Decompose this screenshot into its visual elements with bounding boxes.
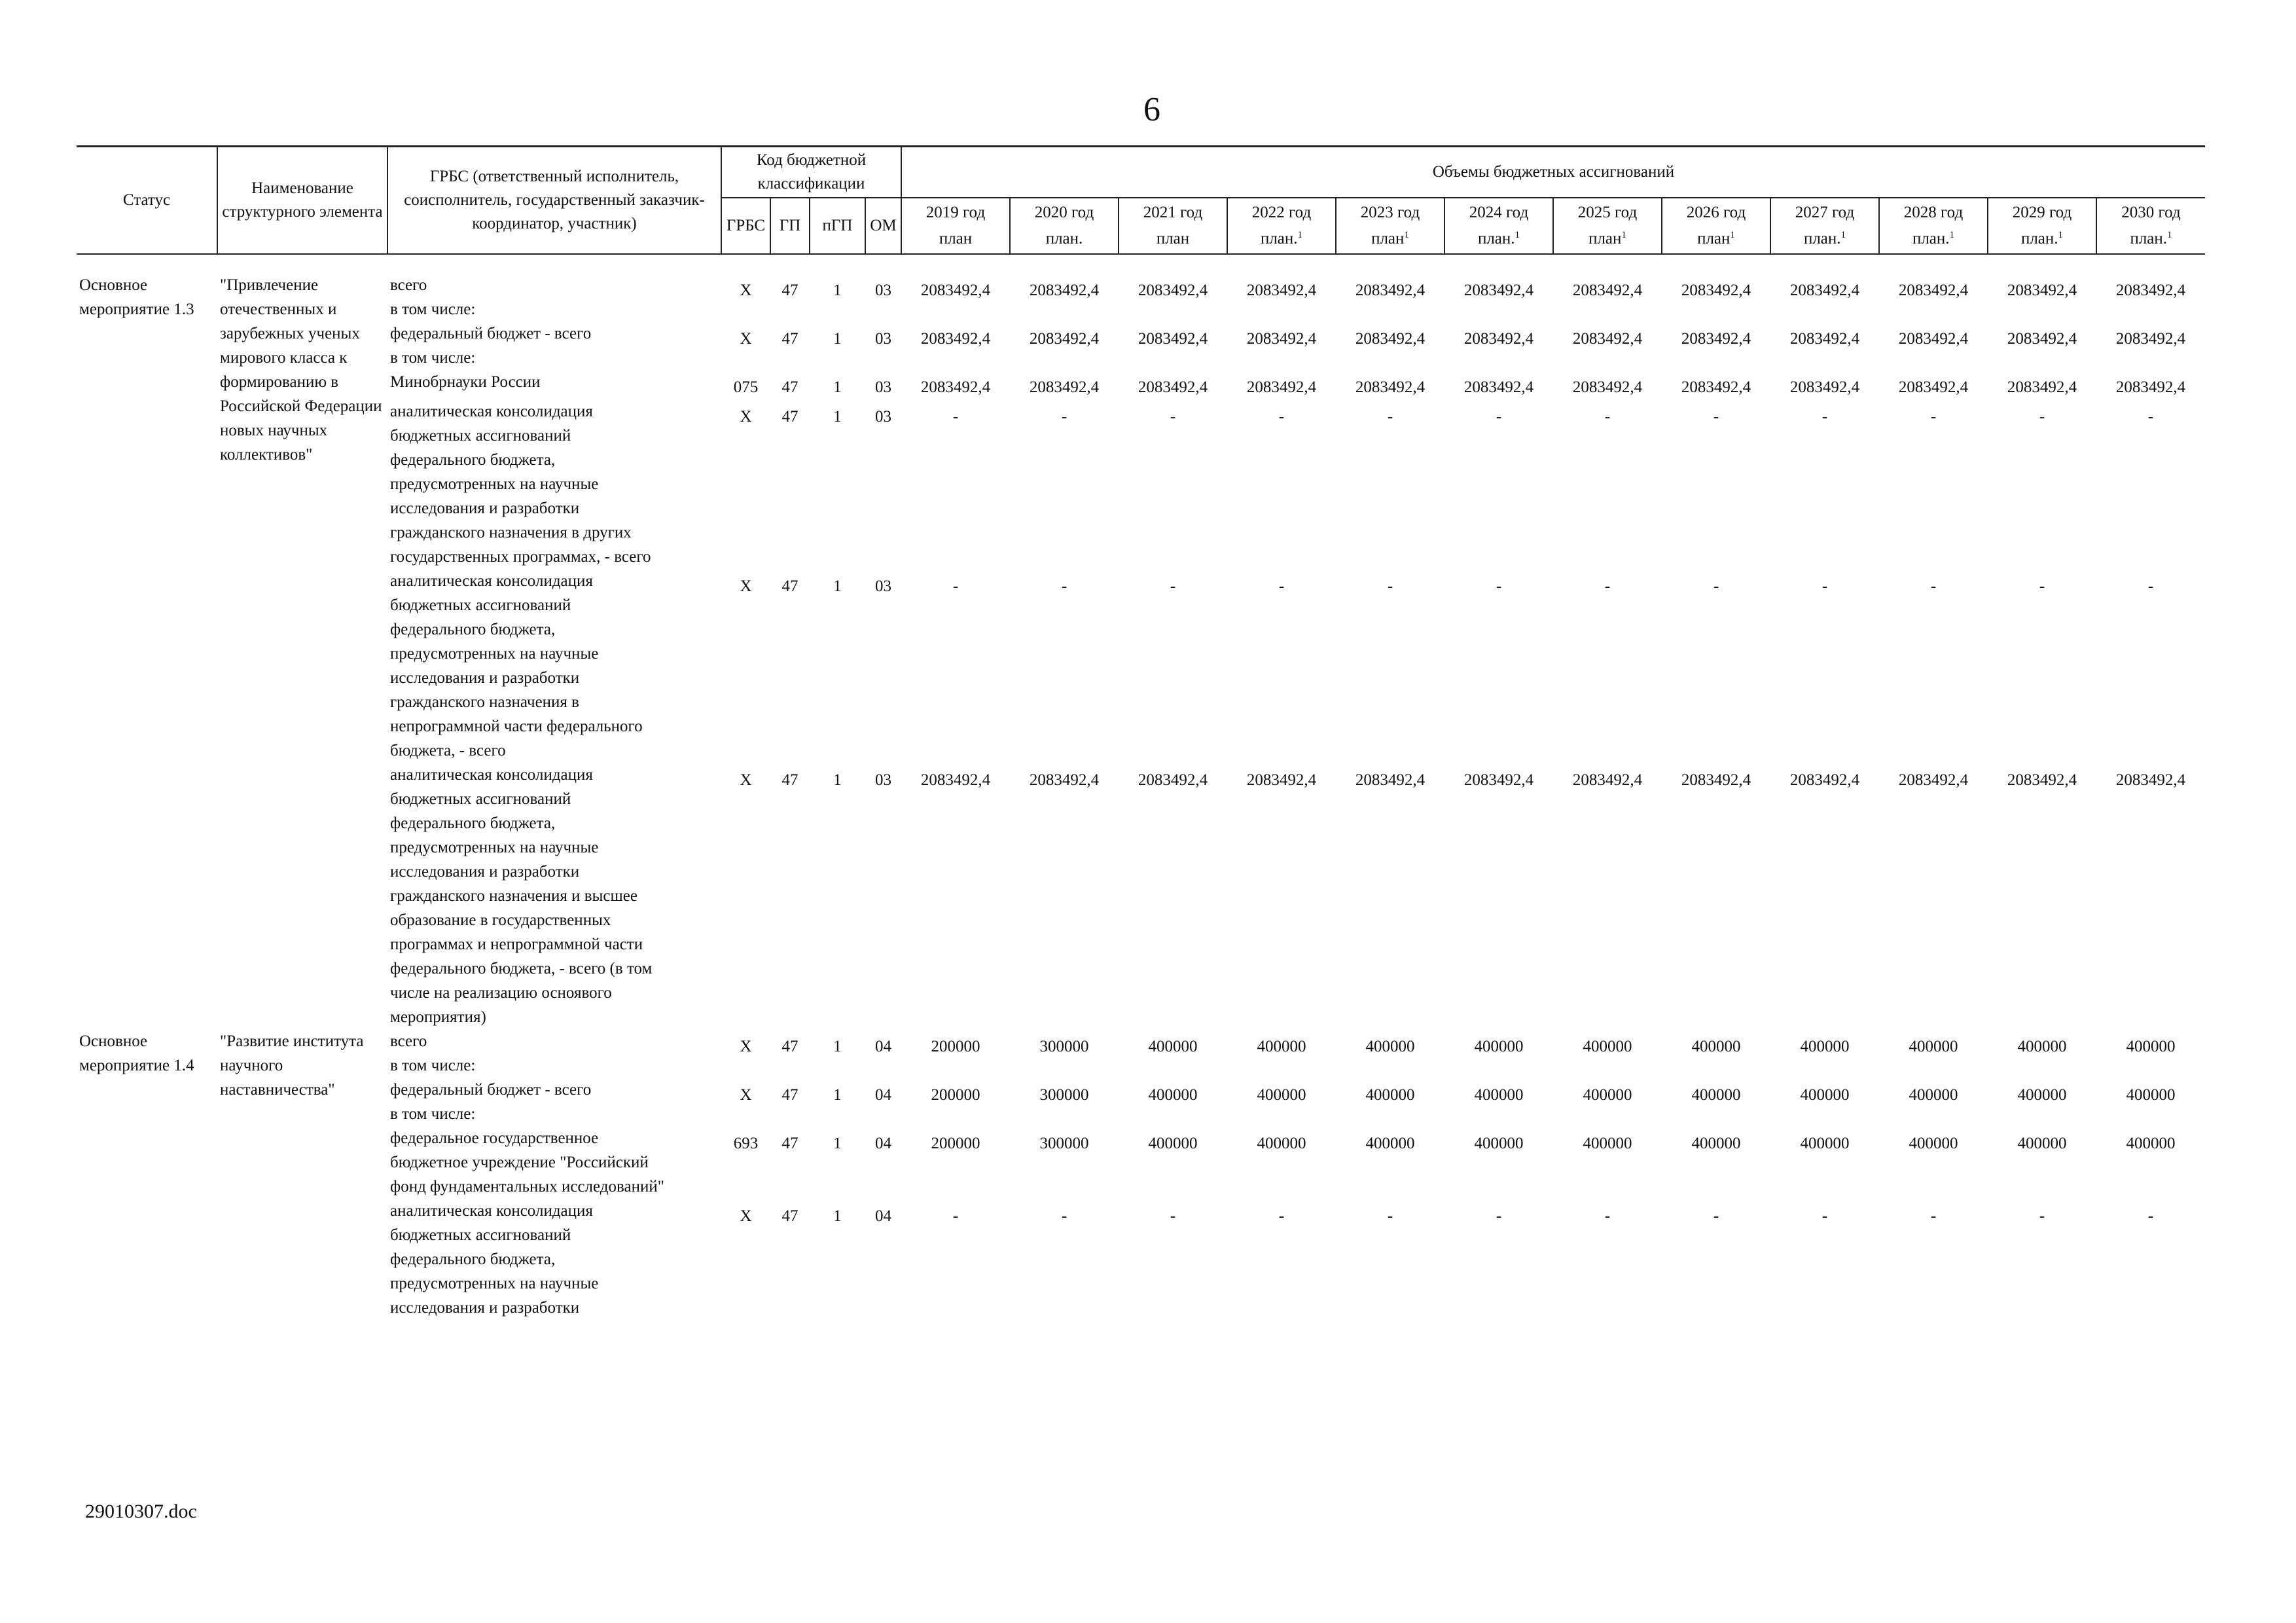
row-value: 2083492,4 bbox=[1138, 282, 1208, 299]
row-grbs bbox=[387, 399, 721, 569]
row-code: 1 bbox=[833, 1038, 842, 1055]
row-value: - bbox=[952, 577, 959, 595]
row-value: 2083492,4 bbox=[1029, 282, 1100, 299]
table-row bbox=[77, 399, 2205, 569]
header-year bbox=[1662, 198, 1770, 254]
row-code: 1 bbox=[833, 771, 842, 789]
grbs-line: федеральное государственное bbox=[390, 1129, 599, 1147]
row-code: 47 bbox=[781, 282, 798, 299]
row-value: 2083492,4 bbox=[1138, 330, 1208, 348]
grbs-line: непрограммной части федерального bbox=[390, 718, 643, 735]
header-year bbox=[1119, 198, 1227, 254]
header-year-label: 2029 год bbox=[2012, 204, 2072, 221]
header-year-footnote-mark: 1 bbox=[1730, 230, 1735, 240]
row-value: - bbox=[1496, 1207, 1502, 1225]
row-value: 2083492,4 bbox=[2115, 378, 2186, 396]
row-value: - bbox=[1387, 408, 1393, 426]
header-year-plan: план. bbox=[2130, 230, 2168, 247]
grbs-line: бюджета, - всего bbox=[390, 742, 506, 759]
row-value: - bbox=[1821, 1207, 1828, 1225]
row-value: 200000 bbox=[931, 1086, 980, 1104]
header-year-footnote-mark: 1 bbox=[2058, 230, 2064, 240]
grbs-line: мероприятия) bbox=[390, 1008, 486, 1026]
row-value: 2083492,4 bbox=[1681, 330, 1751, 348]
header-year-label: 2020 год bbox=[1034, 204, 1094, 221]
row-value: 300000 bbox=[1039, 1135, 1089, 1152]
header-year bbox=[901, 198, 1010, 254]
row-value: - bbox=[1170, 577, 1176, 595]
row-code: 075 bbox=[733, 378, 759, 396]
row-value: - bbox=[2039, 408, 2045, 426]
grbs-line: федерального бюджета, bbox=[390, 451, 556, 469]
row-value: 2083492,4 bbox=[1789, 282, 1860, 299]
header-year bbox=[1879, 198, 1988, 254]
row-code: 1 bbox=[833, 282, 842, 299]
row-value: 2083492,4 bbox=[2115, 282, 2186, 299]
row-value: 400000 bbox=[1909, 1086, 1958, 1104]
budget-allocation-table bbox=[77, 145, 2205, 1320]
row-value: 400000 bbox=[1691, 1086, 1741, 1104]
row-value: 2083492,4 bbox=[1029, 378, 1100, 396]
row-value: 2083492,4 bbox=[1355, 378, 1426, 396]
grbs-line: гражданского назначения в других bbox=[390, 524, 632, 541]
header-year bbox=[1988, 198, 2096, 254]
grbs-line: государственных программах, - всего bbox=[390, 548, 651, 566]
grbs-line: федерального бюджета, - всего (в том bbox=[390, 960, 653, 977]
grbs-line: бюджетных ассигнований bbox=[390, 790, 571, 808]
row-code: 47 bbox=[781, 577, 798, 595]
header-code-col: пГП bbox=[810, 198, 865, 254]
row-code: 04 bbox=[875, 1086, 891, 1104]
row-value: 400000 bbox=[1257, 1038, 1306, 1055]
row-code: 47 bbox=[781, 1135, 798, 1152]
row-value: 400000 bbox=[1583, 1135, 1632, 1152]
row-value: 2083492,4 bbox=[920, 282, 991, 299]
grbs-line: в том числе: bbox=[390, 349, 476, 367]
row-code: 04 bbox=[875, 1135, 891, 1152]
grbs-line: предусмотренных на научные bbox=[390, 645, 599, 663]
table-row bbox=[77, 1126, 2205, 1199]
header-year-plan: план bbox=[1588, 230, 1622, 247]
row-value: 2083492,4 bbox=[1898, 282, 1969, 299]
row-value: 2083492,4 bbox=[1898, 330, 1969, 348]
row-value: 2083492,4 bbox=[2115, 330, 2186, 348]
row-value: 2083492,4 bbox=[1246, 330, 1317, 348]
table-row bbox=[77, 569, 2205, 763]
row-value: - bbox=[952, 1207, 959, 1225]
header-year bbox=[1444, 198, 1553, 254]
grbs-line: в том числе: bbox=[390, 1105, 476, 1123]
grbs-line: федеральный бюджет - всего bbox=[390, 325, 592, 342]
row-value: 400000 bbox=[1909, 1038, 1958, 1055]
row-value: 2083492,4 bbox=[2007, 330, 2077, 348]
row-value: 400000 bbox=[1909, 1135, 1958, 1152]
row-value: 2083492,4 bbox=[1463, 330, 1534, 348]
row-value: - bbox=[1387, 577, 1393, 595]
row-value: 2083492,4 bbox=[1898, 771, 1969, 789]
row-value: - bbox=[952, 408, 959, 426]
header-year-label: 2019 год bbox=[925, 204, 986, 221]
row-value: 2083492,4 bbox=[1572, 282, 1643, 299]
grbs-line: аналитическая консолидация bbox=[390, 1202, 593, 1220]
row-code: 03 bbox=[875, 282, 891, 299]
grbs-line: бюджетное учреждение "Российский bbox=[390, 1154, 649, 1171]
row-code: 47 bbox=[781, 378, 798, 396]
header-year-footnote-mark: 1 bbox=[1621, 230, 1626, 240]
header-year-plan: план. bbox=[2020, 230, 2058, 247]
row-value: 400000 bbox=[1800, 1135, 1850, 1152]
row-value: 400000 bbox=[1800, 1038, 1850, 1055]
header-budget-code: Код бюджетной классификации bbox=[721, 147, 901, 198]
document-filename: 29010307.doc bbox=[85, 1501, 197, 1522]
row-value: 2083492,4 bbox=[1898, 378, 1969, 396]
row-value: - bbox=[1930, 1207, 1937, 1225]
row-code: Х bbox=[740, 771, 752, 789]
row-value: 400000 bbox=[2126, 1038, 2176, 1055]
header-year-label: 2028 год bbox=[1903, 204, 1964, 221]
row-structural-element: "Привлечение отечественных и зарубежных ученых мирового класса к формированию в Российской Федерации новых научных коллективов" bbox=[220, 276, 382, 464]
header-year-plan: план. bbox=[1045, 230, 1083, 247]
header-year-plan: план. bbox=[1912, 230, 1950, 247]
row-code: 1 bbox=[833, 1207, 842, 1225]
header-year-label: 2023 год bbox=[1360, 204, 1420, 221]
row-value: 400000 bbox=[1474, 1038, 1524, 1055]
grbs-line: образование в государственных bbox=[390, 911, 611, 929]
page-number: 6 bbox=[1143, 91, 1160, 128]
row-value: - bbox=[1061, 1207, 1067, 1225]
row-code: 03 bbox=[875, 577, 891, 595]
row-value: 2083492,4 bbox=[920, 771, 991, 789]
row-value: 2083492,4 bbox=[1789, 771, 1860, 789]
row-value: 2083492,4 bbox=[1355, 282, 1426, 299]
row-value: 2083492,4 bbox=[1681, 378, 1751, 396]
header-year-footnote-mark: 1 bbox=[1404, 230, 1409, 240]
row-value: - bbox=[1170, 408, 1176, 426]
row-value: 2083492,4 bbox=[920, 378, 991, 396]
row-value: 400000 bbox=[1148, 1135, 1198, 1152]
grbs-line: в том числе: bbox=[390, 301, 476, 318]
row-value: 400000 bbox=[1583, 1038, 1632, 1055]
row-value: - bbox=[1930, 408, 1937, 426]
row-value: - bbox=[1604, 577, 1611, 595]
row-value: 2083492,4 bbox=[1789, 330, 1860, 348]
row-value: - bbox=[1604, 408, 1611, 426]
row-code: 1 bbox=[833, 408, 842, 426]
header-code-col: ГРБС bbox=[721, 198, 770, 254]
row-value: 300000 bbox=[1039, 1086, 1089, 1104]
row-value: 400000 bbox=[1365, 1086, 1415, 1104]
row-value: - bbox=[1496, 577, 1502, 595]
row-code: Х bbox=[740, 1086, 752, 1104]
header-year-label: 2026 год bbox=[1686, 204, 1746, 221]
row-value: 2083492,4 bbox=[1789, 378, 1860, 396]
row-value: 400000 bbox=[1365, 1135, 1415, 1152]
row-value: - bbox=[1061, 408, 1067, 426]
row-code: 1 bbox=[833, 1086, 842, 1104]
row-grbs bbox=[387, 1199, 721, 1320]
row-value: - bbox=[1170, 1207, 1176, 1225]
row-value: 400000 bbox=[1691, 1135, 1741, 1152]
row-value: - bbox=[1821, 408, 1828, 426]
row-value: 2083492,4 bbox=[1246, 282, 1317, 299]
row-code: Х bbox=[740, 1038, 752, 1055]
grbs-line: всего bbox=[390, 1032, 427, 1050]
row-value: - bbox=[1496, 408, 1502, 426]
row-code: 47 bbox=[781, 771, 798, 789]
row-value: - bbox=[1061, 577, 1067, 595]
header-year bbox=[1010, 198, 1119, 254]
header-year-label: 2022 год bbox=[1251, 204, 1312, 221]
header-year-plan: план. bbox=[1260, 230, 1298, 247]
row-code: 1 bbox=[833, 577, 842, 595]
grbs-line: бюджетных ассигнований bbox=[390, 1226, 571, 1244]
row-value: 2083492,4 bbox=[1463, 771, 1534, 789]
row-value: - bbox=[1713, 577, 1719, 595]
grbs-line: федерального бюджета, bbox=[390, 1250, 556, 1268]
header-code-col: ОМ bbox=[865, 198, 901, 254]
header-grbs: ГРБС (ответственный исполнитель, соисполнитель, государственный заказчик-координатор, участник) bbox=[387, 147, 721, 255]
header-year-plan: план bbox=[1371, 230, 1405, 247]
row-value: 400000 bbox=[1474, 1086, 1524, 1104]
row-status: Основное мероприятие 1.4 bbox=[79, 1032, 194, 1074]
grbs-line: федеральный бюджет - всего bbox=[390, 1081, 592, 1099]
row-code: 04 bbox=[875, 1038, 891, 1055]
row-code: Х bbox=[740, 282, 752, 299]
header-year-plan: план bbox=[1697, 230, 1731, 247]
row-value: 2083492,4 bbox=[1138, 771, 1208, 789]
row-value: 400000 bbox=[2017, 1086, 2067, 1104]
grbs-line: гражданского назначения и высшее bbox=[390, 887, 637, 905]
grbs-line: исследования и разработки bbox=[390, 669, 580, 687]
grbs-line: бюджетных ассигнований bbox=[390, 427, 571, 445]
row-code: 47 bbox=[781, 408, 798, 426]
row-value: 400000 bbox=[2017, 1038, 2067, 1055]
row-value: 2083492,4 bbox=[1029, 771, 1100, 789]
grbs-line: предусмотренных на научные bbox=[390, 839, 599, 856]
header-year-plan: план bbox=[1156, 230, 1190, 247]
header-year bbox=[1553, 198, 1662, 254]
table-row bbox=[77, 321, 2205, 370]
header-year-plan: план bbox=[939, 230, 973, 247]
row-value: - bbox=[2147, 577, 2154, 595]
grbs-line: бюджетных ассигнований bbox=[390, 596, 571, 614]
header-year-footnote-mark: 1 bbox=[1840, 230, 1846, 240]
row-code: 693 bbox=[733, 1135, 759, 1152]
row-value: 400000 bbox=[1691, 1038, 1741, 1055]
header-year-label: 2027 год bbox=[1795, 204, 1855, 221]
row-grbs bbox=[387, 321, 721, 370]
table-row bbox=[77, 1078, 2205, 1126]
row-value: - bbox=[1278, 1207, 1285, 1225]
grbs-line: гражданского назначения в bbox=[390, 693, 579, 711]
grbs-line: аналитическая консолидация bbox=[390, 403, 593, 420]
row-value: 200000 bbox=[931, 1038, 980, 1055]
row-value: - bbox=[1821, 577, 1828, 595]
row-value: - bbox=[1278, 408, 1285, 426]
table-row bbox=[77, 370, 2205, 399]
row-value: 2083492,4 bbox=[1246, 771, 1317, 789]
row-value: 400000 bbox=[2126, 1086, 2176, 1104]
row-value: - bbox=[1930, 577, 1937, 595]
grbs-line: предусмотренных на научные bbox=[390, 1275, 599, 1292]
row-value: 2083492,4 bbox=[2007, 282, 2077, 299]
grbs-line: федерального бюджета, bbox=[390, 621, 556, 638]
row-grbs bbox=[387, 273, 721, 321]
row-structural-element: "Развитие института научного наставничества" bbox=[220, 1032, 364, 1099]
row-code: 04 bbox=[875, 1207, 891, 1225]
row-code: 47 bbox=[781, 330, 798, 348]
header-structural-element: Наименование структурного элемента bbox=[217, 147, 387, 255]
header-year-footnote-mark: 1 bbox=[1297, 230, 1303, 240]
row-value: - bbox=[2147, 408, 2154, 426]
row-value: - bbox=[1604, 1207, 1611, 1225]
row-value: 400000 bbox=[1257, 1135, 1306, 1152]
row-value: 2083492,4 bbox=[1463, 378, 1534, 396]
header-year-label: 2030 год bbox=[2121, 204, 2181, 221]
row-value: 2083492,4 bbox=[2007, 378, 2077, 396]
row-value: - bbox=[1387, 1207, 1393, 1225]
row-value: 400000 bbox=[2017, 1135, 2067, 1152]
header-year-footnote-mark: 1 bbox=[1515, 230, 1520, 240]
row-value: 300000 bbox=[1039, 1038, 1089, 1055]
row-code: Х bbox=[740, 330, 752, 348]
row-value: 2083492,4 bbox=[1463, 282, 1534, 299]
table-row bbox=[77, 1029, 2205, 1078]
grbs-line: Минобрнауки России bbox=[390, 373, 541, 391]
header-year-label: 2025 год bbox=[1577, 204, 1638, 221]
row-code: 03 bbox=[875, 378, 891, 396]
row-value: 400000 bbox=[1257, 1086, 1306, 1104]
row-value: 2083492,4 bbox=[2115, 771, 2186, 789]
row-code: 03 bbox=[875, 330, 891, 348]
grbs-line: программах и непрограммной части bbox=[390, 936, 643, 953]
row-grbs bbox=[387, 370, 721, 399]
header-year bbox=[1770, 198, 1879, 254]
grbs-line: числе на реализацию осноявого bbox=[390, 984, 612, 1002]
row-value: 2083492,4 bbox=[1246, 378, 1317, 396]
grbs-line: аналитическая консолидация bbox=[390, 572, 593, 590]
row-value: 2083492,4 bbox=[1355, 771, 1426, 789]
row-code: 03 bbox=[875, 408, 891, 426]
row-grbs bbox=[387, 1126, 721, 1199]
grbs-line: исследования и разработки bbox=[390, 1299, 580, 1317]
header-budget-volumes: Объемы бюджетных ассигнований bbox=[901, 147, 2205, 198]
header-year-label: 2024 год bbox=[1469, 204, 1529, 221]
header-year-footnote-mark: 1 bbox=[2167, 230, 2172, 240]
header-code-col: ГП bbox=[770, 198, 810, 254]
row-value: 400000 bbox=[1800, 1086, 1850, 1104]
header-year bbox=[2096, 198, 2205, 254]
grbs-line: исследования и разработки bbox=[390, 500, 580, 517]
grbs-line: исследования и разработки bbox=[390, 863, 580, 881]
row-code: 03 bbox=[875, 771, 891, 789]
grbs-line: фонд фундаментальных исследований" bbox=[390, 1178, 664, 1195]
table-row bbox=[77, 1199, 2205, 1320]
row-value: 2083492,4 bbox=[1681, 771, 1751, 789]
row-code: 1 bbox=[833, 330, 842, 348]
header-year bbox=[1227, 198, 1336, 254]
grbs-line: всего bbox=[390, 276, 427, 294]
row-value: 200000 bbox=[931, 1135, 980, 1152]
row-value: - bbox=[1278, 577, 1285, 595]
row-value: 400000 bbox=[1474, 1135, 1524, 1152]
grbs-line: федерального бюджета, bbox=[390, 814, 556, 832]
row-value: 400000 bbox=[2126, 1135, 2176, 1152]
row-code: 47 bbox=[781, 1038, 798, 1055]
row-code: Х bbox=[740, 408, 752, 426]
row-status: Основное мероприятие 1.3 bbox=[79, 276, 194, 318]
header-status: Статус bbox=[77, 147, 217, 255]
table-row bbox=[77, 763, 2205, 1029]
header-year-plan: план. bbox=[1477, 230, 1515, 247]
row-value: - bbox=[1713, 1207, 1719, 1225]
row-value: - bbox=[2147, 1207, 2154, 1225]
row-value: 2083492,4 bbox=[2007, 771, 2077, 789]
row-value: 400000 bbox=[1583, 1086, 1632, 1104]
row-code: 47 bbox=[781, 1207, 798, 1225]
row-value: 2083492,4 bbox=[920, 330, 991, 348]
row-value: 2083492,4 bbox=[1355, 330, 1426, 348]
row-value: 2083492,4 bbox=[1572, 330, 1643, 348]
row-grbs bbox=[387, 569, 721, 763]
row-value: - bbox=[1713, 408, 1719, 426]
row-value: 2083492,4 bbox=[1138, 378, 1208, 396]
row-value: 2083492,4 bbox=[1029, 330, 1100, 348]
row-grbs bbox=[387, 763, 721, 1029]
table-row bbox=[77, 273, 2205, 321]
row-grbs bbox=[387, 1078, 721, 1126]
row-value: 2083492,4 bbox=[1572, 378, 1643, 396]
row-value: 2083492,4 bbox=[1572, 771, 1643, 789]
row-value: 400000 bbox=[1365, 1038, 1415, 1055]
grbs-line: аналитическая консолидация bbox=[390, 766, 593, 784]
header-year-plan: план. bbox=[1803, 230, 1841, 247]
row-grbs bbox=[387, 1029, 721, 1078]
grbs-line: предусмотренных на научные bbox=[390, 475, 599, 493]
header-year-label: 2021 год bbox=[1143, 204, 1203, 221]
row-code: Х bbox=[740, 1207, 752, 1225]
header-year-footnote-mark: 1 bbox=[1949, 230, 1955, 240]
header-year bbox=[1336, 198, 1444, 254]
row-code: 47 bbox=[781, 1086, 798, 1104]
row-code: 1 bbox=[833, 378, 842, 396]
row-value: 400000 bbox=[1148, 1086, 1198, 1104]
row-code: Х bbox=[740, 577, 752, 595]
row-value: - bbox=[2039, 1207, 2045, 1225]
row-value: - bbox=[2039, 577, 2045, 595]
grbs-line: в том числе: bbox=[390, 1057, 476, 1074]
row-value: 2083492,4 bbox=[1681, 282, 1751, 299]
row-code: 1 bbox=[833, 1135, 842, 1152]
row-value: 400000 bbox=[1148, 1038, 1198, 1055]
